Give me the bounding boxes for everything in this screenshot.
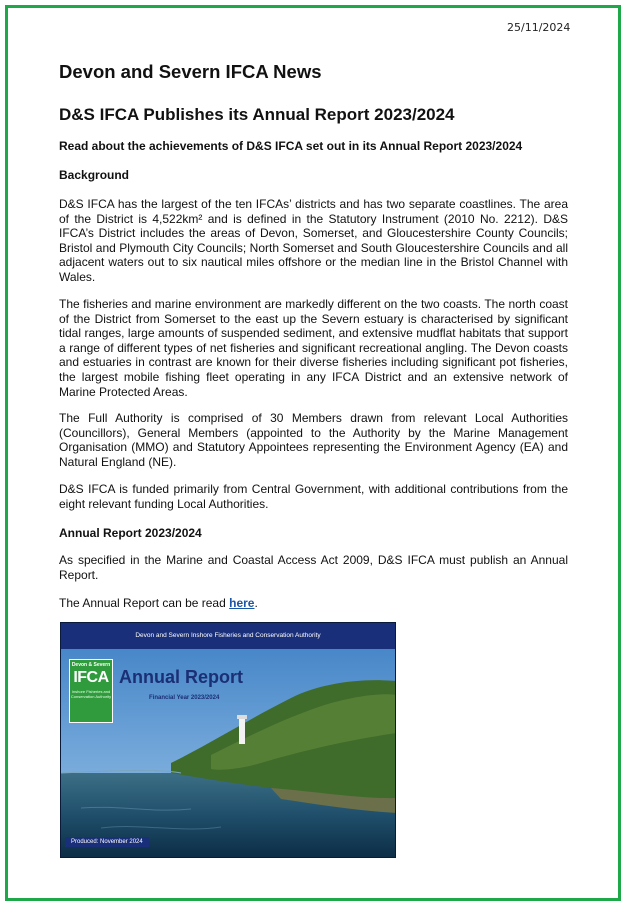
cover-year: Financial Year 2023/2024 [149,695,220,701]
background-heading: Background [59,168,130,182]
cover-produced: Produced: November 2024 [65,837,149,847]
ifca-logo [69,659,113,723]
annual-report-heading: Annual Report 2023/2024 [59,526,202,540]
newsletter-title: Devon and Severn IFCA News [59,61,322,82]
logo-main-text: IFCA [73,669,109,686]
annual-report-link-line [59,596,568,611]
report-link[interactable]: here [229,596,255,610]
cover-topbar: Devon and Severn Inshore Fisheries and Conservation Authority [61,623,395,649]
background-paragraph-2: The fisheries and marine environment are markedly different on the two coasts. The north coast of the District from Somerset to the east up the Severn estuary is characterised by significant tidal ranges, large amounts of suspended sediment, and extensive mudflat habitats that support a range of different types of net fisheries and significant recreational angling. The Devon coasts and estuaries in contrast are known for their diverse fisheries including significant pot fisheries, the largest mobile fishing fleet operating in any IFCA District and an extensive network of Marine Protected Areas. [59,297,568,399]
annual-report-paragraph: As specified in the Marine and Coastal Access Act 2009, D&S IFCA must publish an Annual Report. [59,553,568,582]
background-paragraph-1: D&S IFCA has the largest of the ten IFCAs’ districts and has two separate coastlines. The area of the District is 4,522km² and is defined in the Statutory Instrument (2010 No. 2212). D&S IFCA’s District includes the areas of Devon, Somerset, and Gloucestershire County Councils; Bristol and Plymouth City Councils; North Somerset and South Gloucestershire Councils and all adjacent waters out to six nautical miles offshore or the median line in the Bristol Channel with Wales. [59,197,568,284]
background-paragraph-4: D&S IFCA is funded primarily from Central Government, with additional contributions from the eight relevant funding Local Authorities. [59,482,568,511]
date: 25/11/2024 [507,21,571,34]
logo-top-text: Devon & Severn [71,662,111,668]
article-headline: D&S IFCA Publishes its Annual Report 2023/2024 [59,105,455,124]
logo-sub-text: Inshore Fisheries and Conservation Authority [70,689,112,699]
link-suffix: . [254,596,258,610]
annual-report-cover-image[interactable] [60,622,396,858]
cover-title: Annual Report [119,667,243,687]
background-paragraph-3: The Full Authority is comprised of 30 Members drawn from relevant Local Authorities (Councillors), General Members (appointed to the Authority by the Marine Management Organisation (MMO) and Statutory Appointees representing the Environment Agency (EA) and Natural England (NE). [59,411,568,469]
article-lead: Read about the achievements of D&S IFCA set out in its Annual Report 2023/2024 [59,139,523,153]
link-prefix: The Annual Report can be read [59,596,230,610]
